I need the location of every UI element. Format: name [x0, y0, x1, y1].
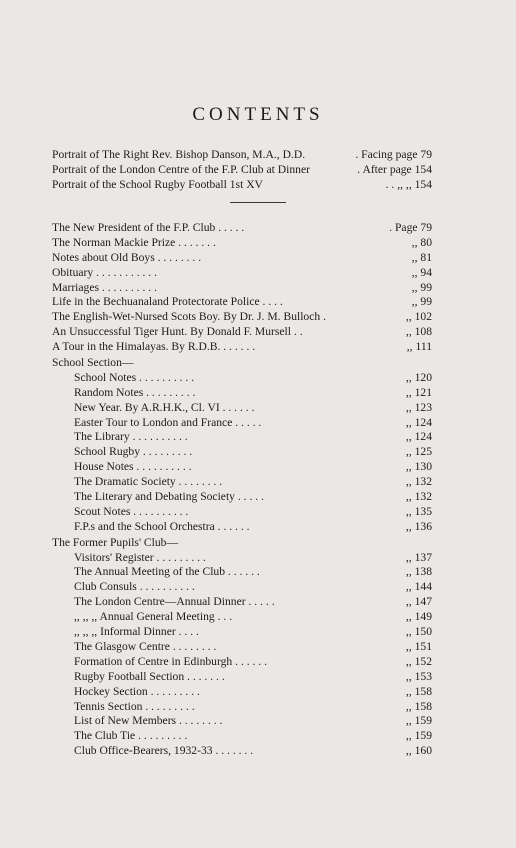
entry-page: ,, 149 [405, 610, 432, 624]
contents-entry [52, 505, 432, 520]
entry-page: ,, 135 [405, 504, 432, 518]
contents-entry [52, 685, 432, 700]
entry-page: ,, 136 [405, 519, 432, 533]
entry-title: School Rugby . . . . . . . . . [74, 445, 193, 459]
entry-page: ,, 94 [411, 265, 432, 279]
plates-list [52, 148, 432, 192]
contents-entry [52, 595, 432, 610]
entry-title: The English-Wet-Nursed Scots Boy. By Dr. J. M. Bulloch . [52, 310, 326, 324]
entry-title: Portrait of The Right Rev. Bishop Danson, M.A., D.D. [52, 148, 306, 161]
entry-page: ,, 125 [405, 445, 432, 459]
entry-title: ,, ,, ,, Informal Dinner . . . . [74, 625, 199, 639]
entry-page: ,, 81 [411, 250, 432, 264]
entry-title: The Library . . . . . . . . . . [74, 430, 188, 444]
entry-page: . After page 154 [357, 162, 432, 176]
contents-entry [52, 714, 432, 729]
entry-title: Easter Tour to London and France . . . . . [74, 415, 262, 429]
entry-title: Club Office-Bearers, 1932-33 . . . . . . . [74, 744, 254, 758]
contents-entry [52, 610, 432, 625]
contents-entry [52, 640, 432, 655]
contents-entry [52, 670, 432, 685]
entry-title: The London Centre—Annual Dinner . . . . . [74, 595, 275, 609]
entry-title: The Club Tie . . . . . . . . . [74, 729, 188, 743]
contents-entry [52, 565, 432, 580]
contents-entry [52, 371, 432, 386]
contents-entry [52, 340, 432, 355]
entry-title: Random Notes . . . . . . . . . [74, 385, 196, 399]
entry-title: Portrait of the London Centre of the F.P. Club at Dinner [52, 162, 310, 176]
contents-entry [52, 475, 432, 490]
entry-title: New Year. By A.R.H.K., Cl. VI . . . . . . [74, 400, 255, 414]
entry-page: ,, 150 [405, 625, 432, 639]
contents-entry [52, 266, 432, 281]
entry-page: ,, 124 [405, 430, 432, 444]
entry-page: ,, 124 [405, 415, 432, 429]
entry-title: List of New Members . . . . . . . . [74, 714, 223, 728]
entry-title: The Annual Meeting of the Club . . . . . . [74, 565, 260, 579]
separator-rule [230, 202, 286, 203]
contents-entry [52, 700, 432, 715]
entry-title: House Notes . . . . . . . . . . [74, 460, 192, 474]
contents-entry [52, 490, 432, 505]
entry-title: F.P.s and the School Orchestra . . . . . . [74, 519, 250, 533]
entry-title: Scout Notes . . . . . . . . . . [74, 504, 189, 518]
entry-title: Rugby Football Section . . . . . . . [74, 669, 225, 683]
contents-entry [52, 178, 432, 193]
section-heading [52, 356, 432, 371]
entry-title: An Unsuccessful Tiger Hunt. By Donald F. Mursell . . [52, 325, 303, 339]
entry-title: ,, ,, ,, Annual General Meeting . . . [74, 610, 233, 624]
entry-title: The New President of the F.P. Club . . . . . [52, 221, 245, 234]
entry-page: ,, 108 [405, 325, 432, 339]
entry-page: ,, 159 [405, 714, 432, 728]
entry-page: ,, 151 [405, 639, 432, 653]
entry-page: ,, 123 [405, 400, 432, 414]
entry-page: ,, 99 [411, 295, 432, 309]
articles-list [52, 221, 432, 759]
entry-page: ,, 153 [405, 669, 432, 683]
entry-title: School Notes . . . . . . . . . . [74, 370, 195, 384]
entry-page: ,, 121 [405, 385, 432, 399]
entry-title: Tennis Section . . . . . . . . . [74, 699, 195, 713]
entry-title: Life in the Bechuanaland Protectorate Police . . . . [52, 295, 283, 309]
contents-entry [52, 325, 432, 340]
entry-page: ,, 158 [405, 684, 432, 698]
entry-title: Hockey Section . . . . . . . . . [74, 684, 200, 698]
contents-entry [52, 310, 432, 325]
entry-title: The Former Pupils' Club— [52, 535, 179, 549]
entry-page: ,, 138 [405, 565, 432, 579]
contents-entry [52, 625, 432, 640]
contents-entry [52, 729, 432, 744]
contents-entry [52, 445, 432, 460]
contents-entry [52, 430, 432, 445]
entry-page: ,, 137 [405, 550, 432, 564]
entry-page: ,, 130 [405, 460, 432, 474]
entry-title: Formation of Centre in Edinburgh . . . . . . [74, 654, 267, 668]
contents-entry [52, 386, 432, 401]
entry-page: ,, 102 [405, 310, 432, 324]
contents-entry [52, 236, 432, 251]
contents-entry [52, 163, 432, 178]
contents-entry [52, 281, 432, 296]
entry-page: ,, 147 [405, 595, 432, 609]
entry-title: Visitors' Register . . . . . . . . . [74, 550, 206, 564]
entry-title: The Norman Mackie Prize . . . . . . . [52, 235, 216, 249]
section-heading [52, 536, 432, 551]
entry-page: ,, 160 [405, 744, 432, 758]
entry-page: ,, 99 [411, 280, 432, 294]
contents-entry [52, 221, 432, 236]
entry-page: ,, 152 [405, 654, 432, 668]
entry-title: A Tour in the Himalayas. By R.D.B. . . . . . . [52, 340, 256, 354]
entry-title: The Dramatic Society . . . . . . . . [74, 475, 223, 489]
contents-entry [52, 460, 432, 475]
entry-title: Obituary . . . . . . . . . . . [52, 265, 157, 279]
entry-title: Notes about Old Boys . . . . . . . . [52, 250, 202, 264]
contents-entry [52, 295, 432, 310]
entry-page: ,, 144 [405, 580, 432, 594]
entry-title: Marriages . . . . . . . . . . [52, 280, 157, 294]
entry-page: ,, 132 [405, 490, 432, 504]
page-title: CONTENTS [192, 104, 324, 125]
entry-title: The Glasgow Centre . . . . . . . . [74, 639, 217, 653]
contents-entry [52, 744, 432, 759]
entry-title: Club Consuls . . . . . . . . . . [74, 580, 195, 594]
entry-page: ,, 132 [405, 475, 432, 489]
contents-entry [52, 401, 432, 416]
entry-page: ,, 158 [405, 699, 432, 713]
contents-entry [52, 148, 432, 163]
contents-entry [52, 655, 432, 670]
entry-page: . Facing page 79 [355, 148, 432, 161]
entry-page: ,, 111 [406, 340, 432, 354]
entry-page: ,, 80 [411, 235, 432, 249]
entry-page: ,, 159 [405, 729, 432, 743]
entry-title: The Literary and Debating Society . . . . . [74, 490, 264, 504]
entry-page: ,, 120 [405, 370, 432, 384]
contents-entry [52, 551, 432, 566]
entry-page: . Page 79 [389, 221, 432, 234]
contents-entry [52, 251, 432, 266]
contents-entry [52, 416, 432, 431]
entry-title: School Section— [52, 356, 134, 370]
entry-page: . . ,, ,, 154 [385, 177, 432, 191]
entry-title: Portrait of the School Rugby Football 1st XV [52, 177, 263, 191]
contents-entry [52, 580, 432, 595]
contents-entry [52, 520, 432, 535]
